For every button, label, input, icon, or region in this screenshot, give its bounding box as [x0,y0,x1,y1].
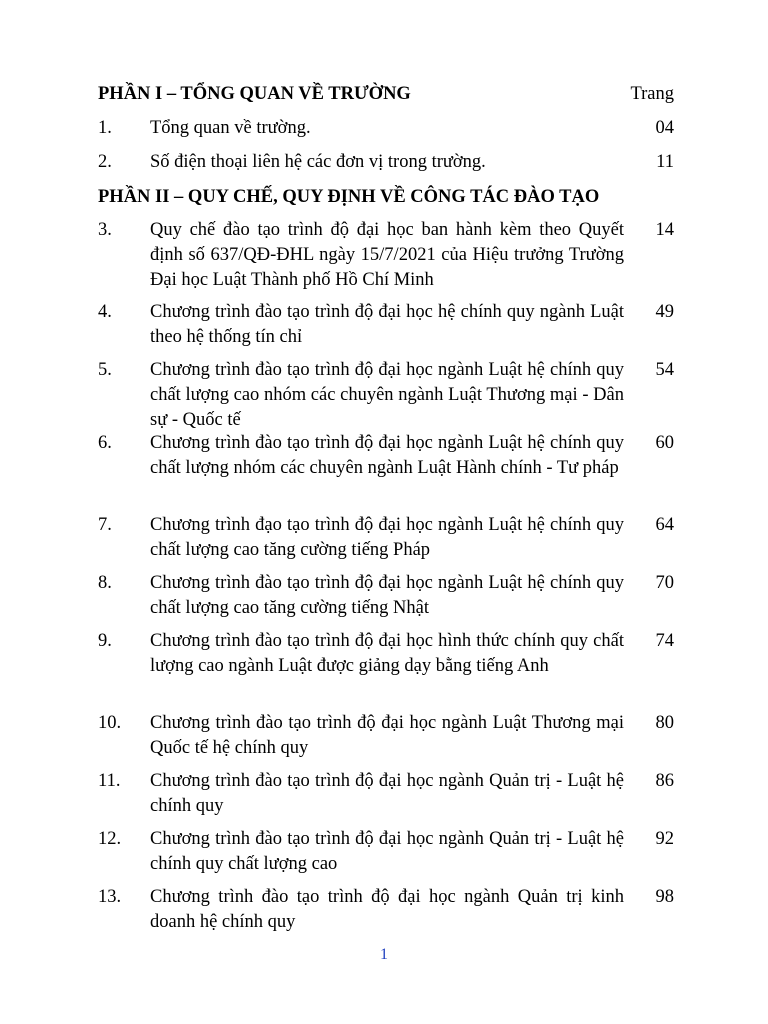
part1-heading: PHẦN I – TỔNG QUAN VỀ TRƯỜNG [98,84,411,104]
toc-entry-page: 04 [655,118,674,138]
toc-entry-number: 10. [98,713,122,733]
toc-entry-page: 74 [655,631,674,651]
toc-entry-title: Chương trình đào tạo trình độ đại học ngành Quản trị kinh doanh hệ chính quy [150,887,624,932]
toc-entry-title: Chương trình đào tạo trình độ đại học ngành Quản trị - Luật hệ chính quy chất lượng cao [150,829,624,874]
toc-entry-page: 98 [655,887,674,907]
toc-entry-number: 3. [98,220,112,240]
toc-entry-page: 60 [655,433,674,453]
toc-entry-number: 6. [98,433,112,453]
toc-entry-page: 92 [655,829,674,849]
toc-entry-title: Số điện thoại liên hệ các đơn vị trong trường. [150,152,486,172]
toc-entry-title: Chương trình đào tạo trình độ đại học hệ chính quy ngành Luật theo hệ thống tín chỉ [150,302,624,347]
toc-entry-page: 54 [655,360,674,380]
toc-entry-number: 5. [98,360,112,380]
toc-entry-page: 14 [655,220,674,240]
toc-entry-title: Chương trình đào tạo trình độ đại học hình thức chính quy chất lượng cao ngành Luật được giảng dạy bằng tiếng Anh [150,631,624,676]
toc-entry-number: 9. [98,631,112,651]
toc-entry-title: Chương trình đào tạo trình độ đại học ngành Luật hệ chính quy chất lượng cao nhóm các chuyên ngành Luật Thương mại - Dân sự - Quốc tế [150,360,624,430]
toc-entry-page: 11 [656,152,674,172]
toc-entry-page: 86 [655,771,674,791]
page-column-label: Trang [630,84,674,104]
toc-entry-page: 64 [655,515,674,535]
toc-entry-number: 4. [98,302,112,322]
toc-entry-page: 49 [655,302,674,322]
toc-entry-number: 2. [98,152,112,172]
toc-entry-number: 7. [98,515,112,535]
toc-entry-number: 12. [98,829,122,849]
toc-entry-title: Chương trình đào tạo trình độ đại học ngành Quản trị - Luật hệ chính quy [150,771,624,816]
toc-entry-title: Chương trình đào tạo trình độ đại học ngành Luật Thương mại Quốc tế hệ chính quy [150,713,624,758]
toc-entry-number: 11. [98,771,121,791]
toc-entry-number: 13. [98,887,122,907]
toc-entry-title: Chương trình đào tạo trình độ đại học ngành Luật hệ chính quy chất lượng cao tăng cường tiếng Nhật [150,573,624,618]
toc-entry-page: 70 [655,573,674,593]
toc-entry-number: 1. [98,118,112,138]
page-number: 1 [380,946,388,963]
toc-entry-number: 8. [98,573,112,593]
toc-entry-title: Chương trình đạo tạo trình độ đại học ngành Luật hệ chính quy chất lượng cao tăng cường tiếng Pháp [150,515,624,560]
toc-entry-title: Chương trình đào tạo trình độ đại học ngành Luật hệ chính quy chất lượng nhóm các chuyên ngành Luật Hành chính - Tư pháp [150,433,624,478]
toc-entry-title: Quy chế đào tạo trình độ đại học ban hành kèm theo Quyết định số 637/QĐ-ĐHL ngày 15/7/2021 của Hiệu trưởng Trường Đại học Luật Thành phố Hồ Chí Minh [150,220,624,290]
part2-heading: PHẦN II – QUY CHẾ, QUY ĐỊNH VỀ CÔNG TÁC ĐÀO TẠO [98,187,600,207]
toc-entry-title: Tổng quan về trường. [150,118,311,138]
toc-entry-page: 80 [655,713,674,733]
